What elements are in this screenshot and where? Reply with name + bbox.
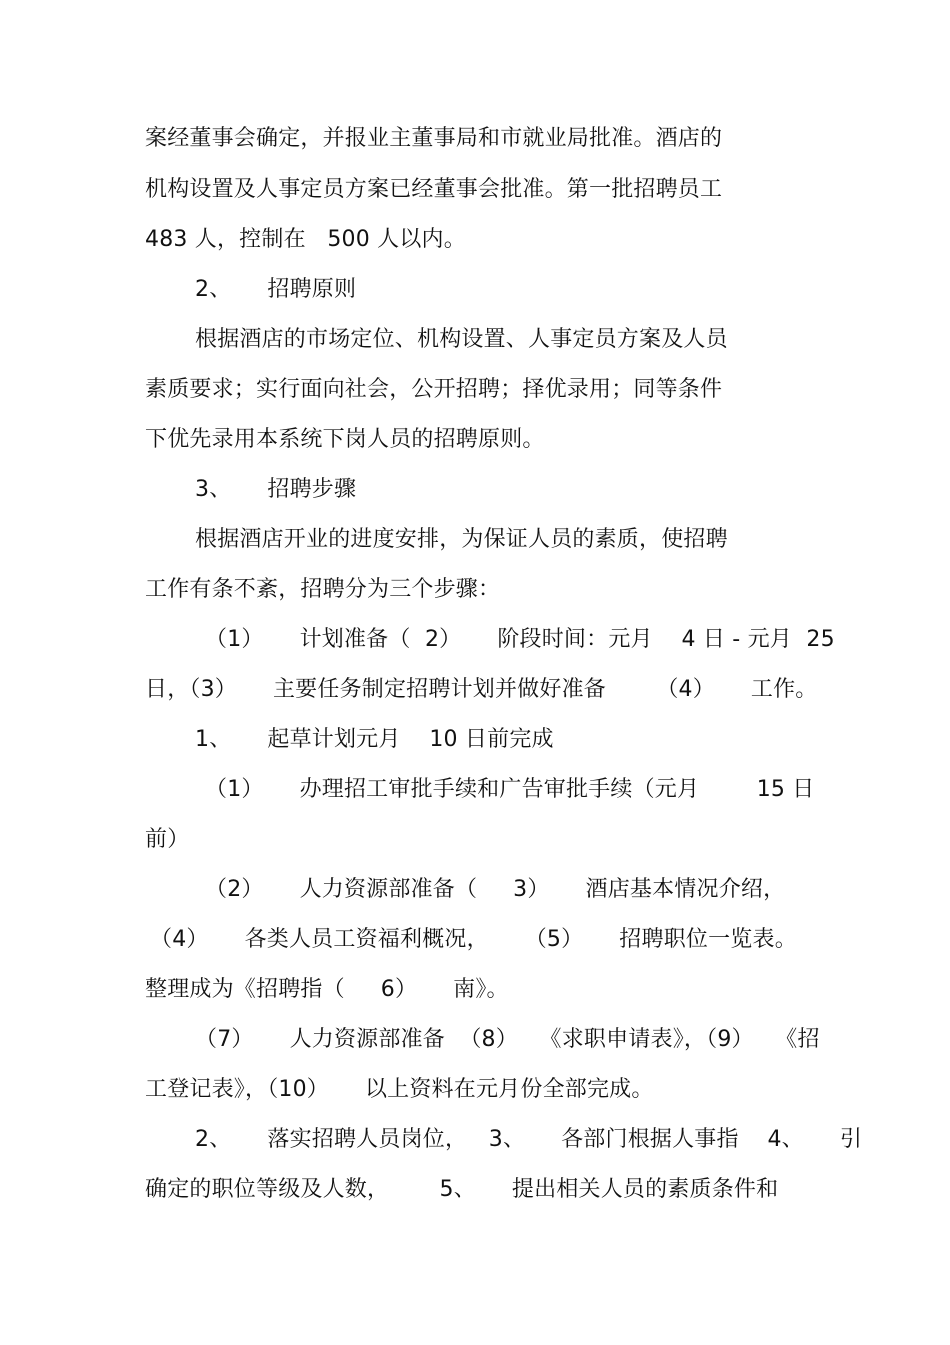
text-line-5: 根据酒店的市场定位、机构设置、人事定员方案及人员 [195, 327, 728, 352]
text-line-19: （7） 人力资源部准备 （8） 《求职申请表》，（9） 《招 [195, 1027, 820, 1052]
text-line-3: 483 人，控制在 500 人以内。 [145, 227, 466, 252]
text-line-18: 整理成为《招聘指（ 6） 南》。 [145, 977, 509, 1002]
text-line-17: （4） 各类人员工资福利概况， （5） 招聘职位一览表。 [150, 927, 797, 952]
text-line-10: 工作有条不紊，招聘分为三个步骤： [145, 577, 501, 602]
text-line-1: 案经董事会确定，并报业主董事局和市就业局批准。酒店的 [145, 126, 723, 151]
text-line-6: 素质要求；实行面向社会，公开招聘；择优录用；同等条件 [145, 377, 723, 402]
text-line-16: （2） 人力资源部准备（ 3） 酒店基本情况介绍， [205, 877, 786, 902]
text-line-9: 根据酒店开业的进度安排，为保证人员的素质，使招聘 [195, 527, 728, 552]
text-line-14: （1） 办理招工审批手续和广告审批手续（元月 15 日 [205, 777, 815, 802]
text-line-15: 前） [145, 827, 190, 852]
text-line-7: 下优先录用本系统下岗人员的招聘原则。 [145, 427, 545, 452]
text-line-20: 工登记表》，（10） 以上资料在元月份全部完成。 [145, 1077, 654, 1102]
text-line-2: 机构设置及人事定员方案已经董事会批准。第一批招聘员工 [145, 177, 723, 202]
section-heading-2: 2、 招聘原则 [195, 277, 357, 302]
text-line-13: 1、 起草计划元月 10 日前完成 [195, 727, 554, 752]
text-line-12: 日，（3） 主要任务制定招聘计划并做好准备 （4） 工作。 [145, 677, 818, 702]
section-heading-3: 3、 招聘步骤 [195, 477, 357, 502]
text-line-11: （1） 计划准备（ 2） 阶段时间：元月 4 日 - 元月 25 [205, 627, 835, 652]
text-line-21: 2、 落实招聘人员岗位， 3、 各部门根据人事指 4、 引 [195, 1127, 863, 1152]
text-line-22: 确定的职位等级及人数， 5、 提出相关人员的素质条件和 [145, 1177, 779, 1202]
